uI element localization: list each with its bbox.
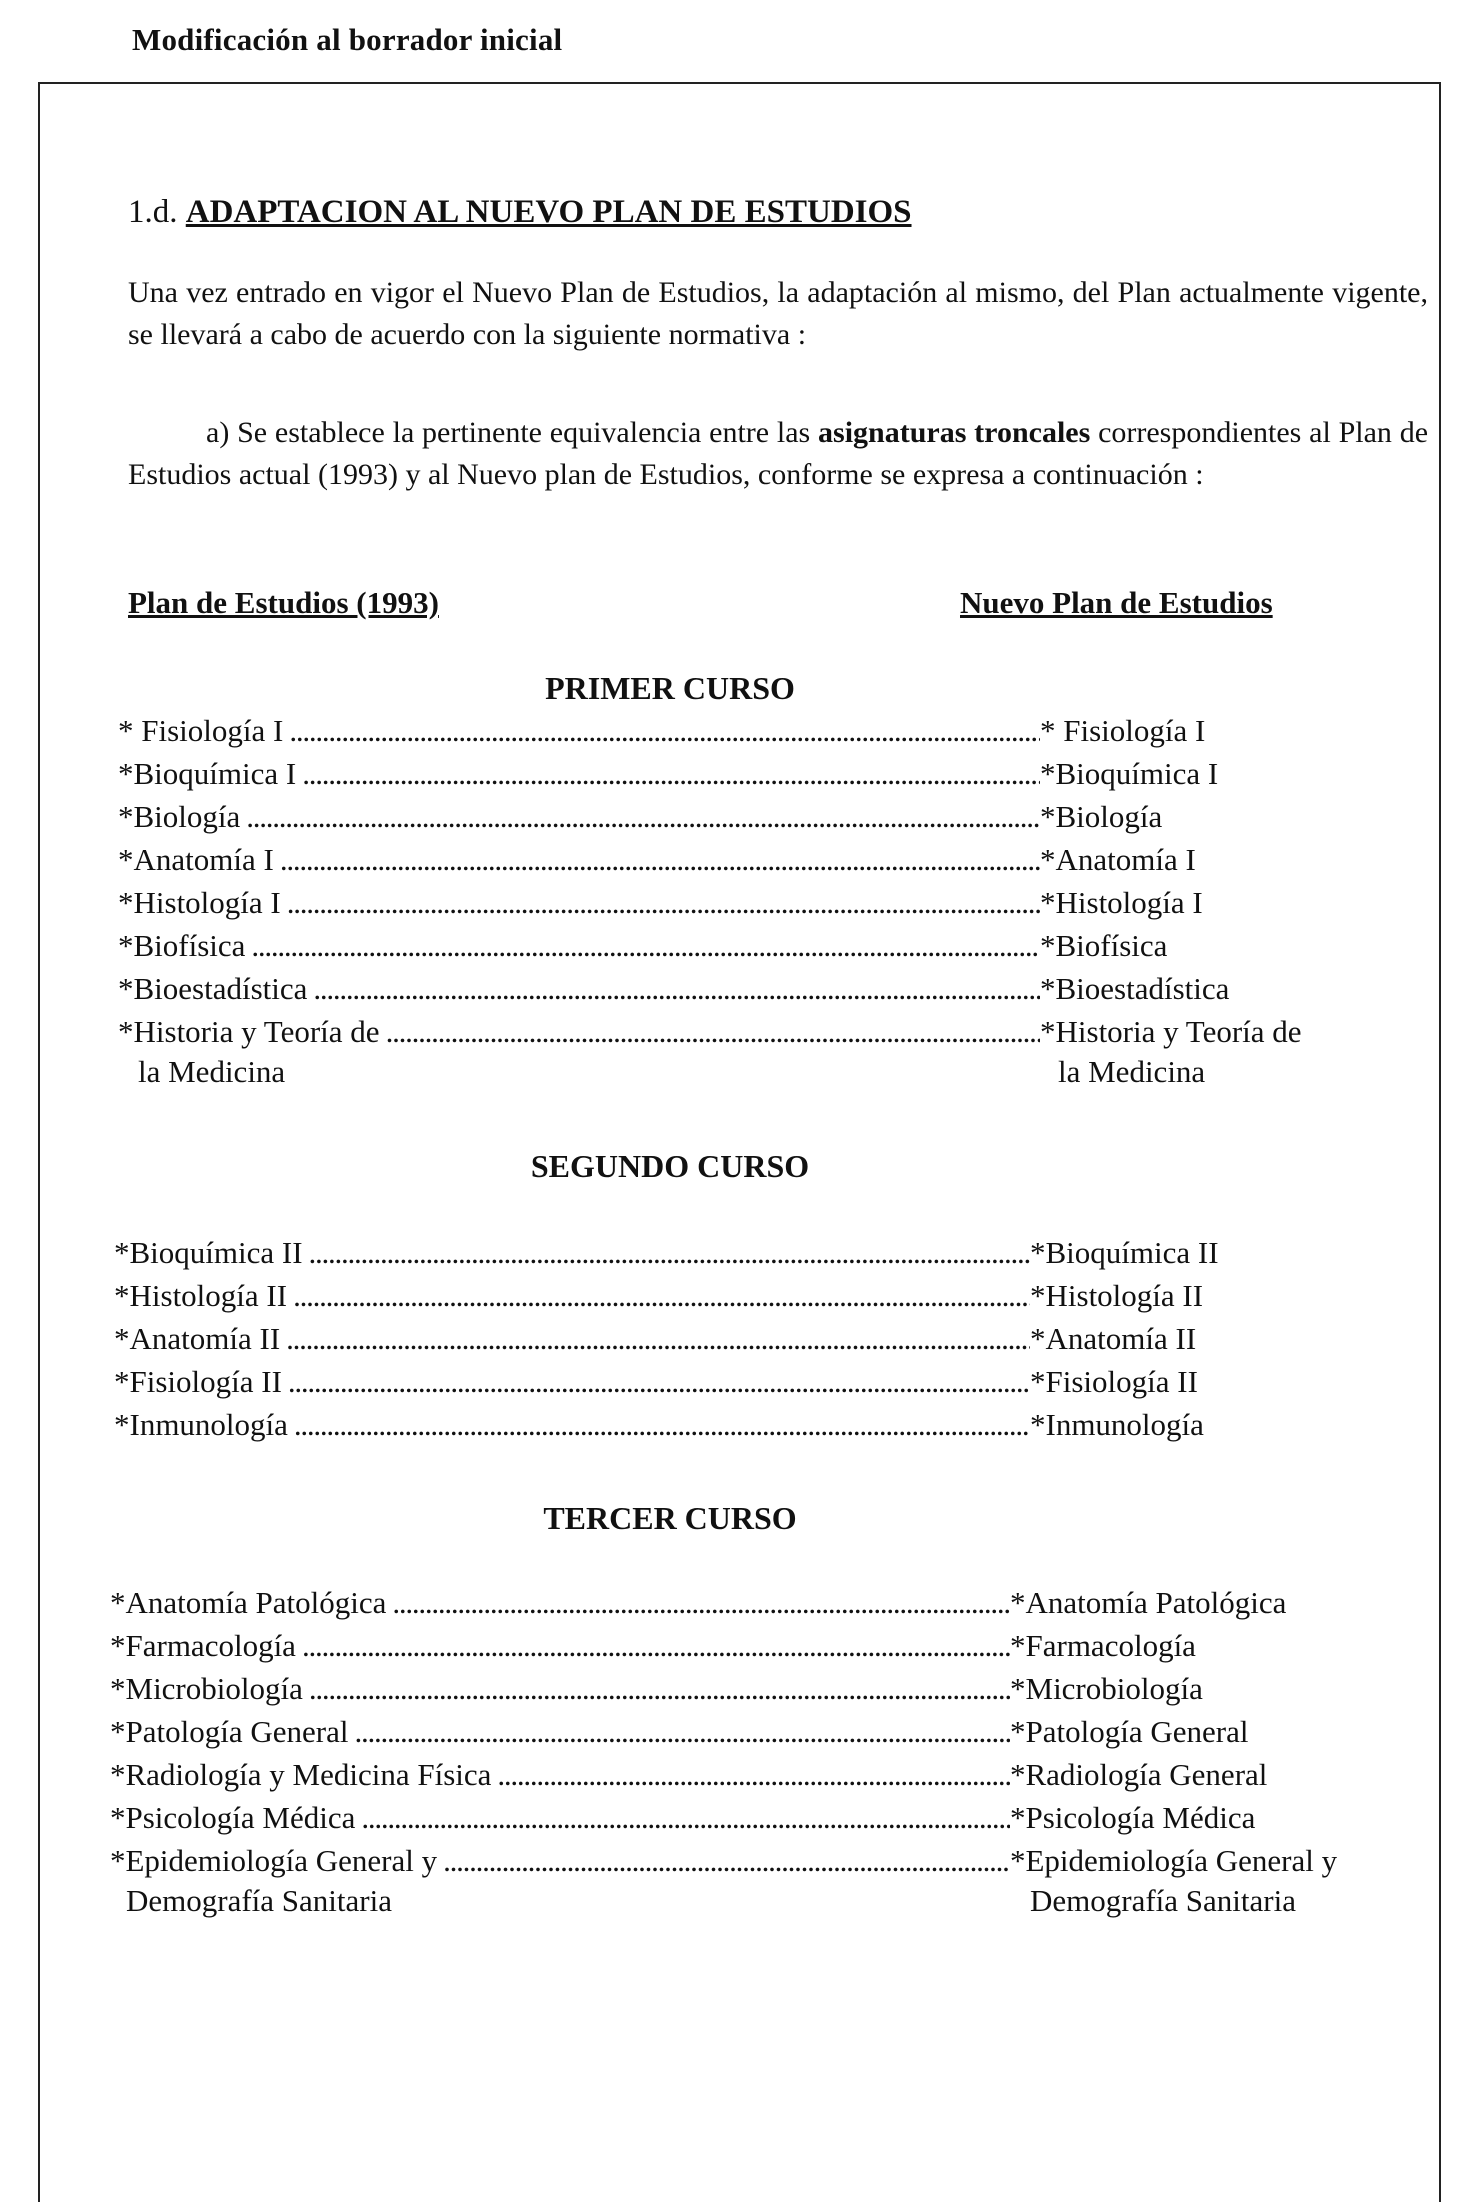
- equivalence-row: [0, 1714, 1464, 1757]
- old-subject-label: *Anatomía II: [114, 1321, 281, 1356]
- old-subject: [110, 1671, 1010, 1707]
- dot-leader: [280, 842, 1040, 878]
- dot-leader: [386, 1014, 1040, 1050]
- equivalence-row: [0, 1628, 1464, 1671]
- new-subject-label: *Psicología Médica: [1010, 1800, 1256, 1835]
- old-subject: [110, 1800, 1010, 1836]
- old-subject-label: *Farmacología: [110, 1628, 296, 1663]
- old-subject-label: *Anatomía I: [118, 842, 274, 877]
- old-subject: [118, 799, 1040, 835]
- new-subject-label: *Histología I: [1040, 885, 1203, 920]
- column-header-old-plan: Plan de Estudios (1993): [128, 585, 439, 620]
- equivalence-row: [0, 1843, 1464, 1929]
- old-subject: [114, 1235, 1030, 1271]
- dot-leader: [309, 1235, 1030, 1271]
- old-subject-label: *Radiología y Medicina Física: [110, 1757, 492, 1792]
- new-subject-label: *Biofísica: [1040, 928, 1168, 963]
- old-subject-label: *Histología I: [118, 885, 281, 920]
- dot-leader: [361, 1800, 1010, 1836]
- dot-leader: [287, 885, 1040, 921]
- equivalence-row: [0, 1235, 1464, 1278]
- equivalence-row: [0, 1364, 1464, 1407]
- old-subject: [118, 928, 1040, 964]
- old-subject-label: *Bioquímica I: [118, 756, 297, 791]
- old-subject: [114, 1321, 1030, 1357]
- dot-leader: [286, 1321, 1030, 1357]
- dot-leader: [302, 1628, 1010, 1664]
- old-subject-continuation: la Medicina: [138, 1054, 286, 1089]
- dot-leader: [354, 1714, 1010, 1750]
- dot-leader: [392, 1585, 1010, 1621]
- intro-paragraph: Una vez entrado en vigor el Nuevo Plan de Estudios, la adaptación al mismo, del Plan actualmente vigente, se llevará a cabo de acuerdo con la siguiente normativa :: [128, 276, 1428, 351]
- dot-leader: [293, 1278, 1030, 1314]
- old-subject-label: *Bioquímica II: [114, 1235, 303, 1270]
- new-subject-continuation: la Medicina: [1058, 1054, 1206, 1089]
- section-title: ADAPTACION AL NUEVO PLAN DE ESTUDIOS: [185, 194, 912, 230]
- old-subject: [110, 1714, 1010, 1750]
- dot-leader: [443, 1843, 1010, 1879]
- equivalence-paragraph: [128, 412, 1428, 496]
- old-subject: [110, 1585, 1010, 1621]
- new-subject-label: *Bioquímica II: [1030, 1235, 1219, 1270]
- new-subject-label: *Microbiología: [1010, 1671, 1203, 1706]
- old-subject-label: *Histología II: [114, 1278, 288, 1313]
- equivalence-row: [0, 1757, 1464, 1800]
- equivalence-row: [0, 971, 1464, 1014]
- dot-leader: [497, 1757, 1010, 1793]
- equivalence-row: [0, 756, 1464, 799]
- old-subject-continuation: Demografía Sanitaria: [126, 1883, 392, 1918]
- dot-leader: [302, 756, 1040, 792]
- old-subject: [114, 1278, 1030, 1314]
- new-subject-label: *Histología II: [1030, 1278, 1204, 1313]
- equivalence-row: [0, 928, 1464, 971]
- dot-leader: [309, 1671, 1010, 1707]
- dot-leader: [246, 799, 1040, 835]
- new-subject-label: *Patología General: [1010, 1714, 1249, 1749]
- old-subject: [118, 971, 1040, 1007]
- equivalence-text-start: a) Se establece la pertinente equivalencia entre las: [206, 416, 819, 449]
- new-subject-label: *Anatomía I: [1040, 842, 1196, 877]
- equivalence-row: [0, 1014, 1464, 1100]
- new-subject-label: *Bioquímica I: [1040, 756, 1219, 791]
- curso-title: SEGUNDO CURSO: [530, 1148, 810, 1184]
- curso-list: [0, 1585, 1464, 1929]
- new-subject-label: *Radiología General: [1010, 1757, 1268, 1792]
- equivalence-row: [0, 713, 1464, 756]
- equivalence-row: [0, 1800, 1464, 1843]
- equivalence-row: [0, 1278, 1464, 1321]
- old-subject-label: *Microbiología: [110, 1671, 303, 1706]
- old-subject-label: *Biología: [118, 799, 241, 834]
- old-subject: [118, 885, 1040, 921]
- equivalence-row: [0, 842, 1464, 885]
- dot-leader: [313, 971, 1040, 1007]
- new-subject-label: *Anatomía Patológica: [1010, 1585, 1287, 1620]
- old-subject: [118, 756, 1040, 792]
- dot-leader: [251, 928, 1040, 964]
- equivalence-text-bold: asignaturas troncales: [818, 416, 1091, 449]
- old-subject-label: *Anatomía Patológica: [110, 1585, 387, 1620]
- old-subject: [118, 713, 1040, 749]
- dot-leader: [289, 713, 1040, 749]
- equivalence-text-end: correspondientes al Plan de Estudios actual (1993) y al Nuevo plan de Estudios, conforme se expresa a continuación :: [128, 416, 1429, 491]
- column-header-new-plan: Nuevo Plan de Estudios: [960, 585, 1273, 620]
- equivalence-row: [0, 1321, 1464, 1364]
- curso-title: TERCER CURSO: [543, 1500, 797, 1536]
- old-subject-label: *Bioestadística: [118, 971, 308, 1006]
- old-subject-label: *Biofísica: [118, 928, 246, 963]
- old-subject-label: * Fisiología I: [118, 713, 284, 748]
- new-subject-label: *Anatomía II: [1030, 1321, 1197, 1356]
- curso-title: PRIMER CURSO: [545, 670, 795, 706]
- curso-list: [0, 1235, 1464, 1450]
- new-subject-label: *Farmacología: [1010, 1628, 1196, 1663]
- new-subject-label: *Bioestadística: [1040, 971, 1230, 1006]
- old-subject-label: *Fisiología II: [114, 1364, 282, 1399]
- section-heading: [128, 194, 912, 231]
- equivalence-row: [0, 1671, 1464, 1714]
- equivalence-row: [0, 799, 1464, 842]
- new-subject-label: *Inmunología: [1030, 1407, 1204, 1442]
- old-subject-label: *Inmunología: [114, 1407, 288, 1442]
- equivalence-row: [0, 885, 1464, 928]
- dot-leader: [288, 1364, 1030, 1400]
- old-subject: [110, 1843, 1010, 1879]
- old-subject: [118, 842, 1040, 878]
- dot-leader: [294, 1407, 1030, 1443]
- new-subject-continuation: Demografía Sanitaria: [1030, 1883, 1296, 1918]
- old-subject-label: *Psicología Médica: [110, 1800, 356, 1835]
- new-subject-label: *Biología: [1040, 799, 1163, 834]
- equivalence-row: [0, 1585, 1464, 1628]
- old-subject: [114, 1364, 1030, 1400]
- old-subject-label: *Historia y Teoría de: [118, 1014, 380, 1049]
- new-subject-label: *Historia y Teoría de: [1040, 1014, 1302, 1049]
- new-subject-label: * Fisiología I: [1040, 713, 1206, 748]
- old-subject: [110, 1628, 1010, 1664]
- equivalence-row: [0, 1407, 1464, 1450]
- document-header: Modificación al borrador inicial: [132, 22, 563, 57]
- old-subject: [114, 1407, 1030, 1443]
- old-subject: [110, 1757, 1010, 1793]
- old-subject-label: *Epidemiología General y: [110, 1843, 438, 1878]
- curso-list: [0, 713, 1464, 1100]
- old-subject-label: *Patología General: [110, 1714, 349, 1749]
- new-subject-label: *Fisiología II: [1030, 1364, 1198, 1399]
- new-subject-label: *Epidemiología General y: [1010, 1843, 1338, 1878]
- section-number: 1.d.: [128, 194, 178, 230]
- old-subject: [118, 1014, 1040, 1050]
